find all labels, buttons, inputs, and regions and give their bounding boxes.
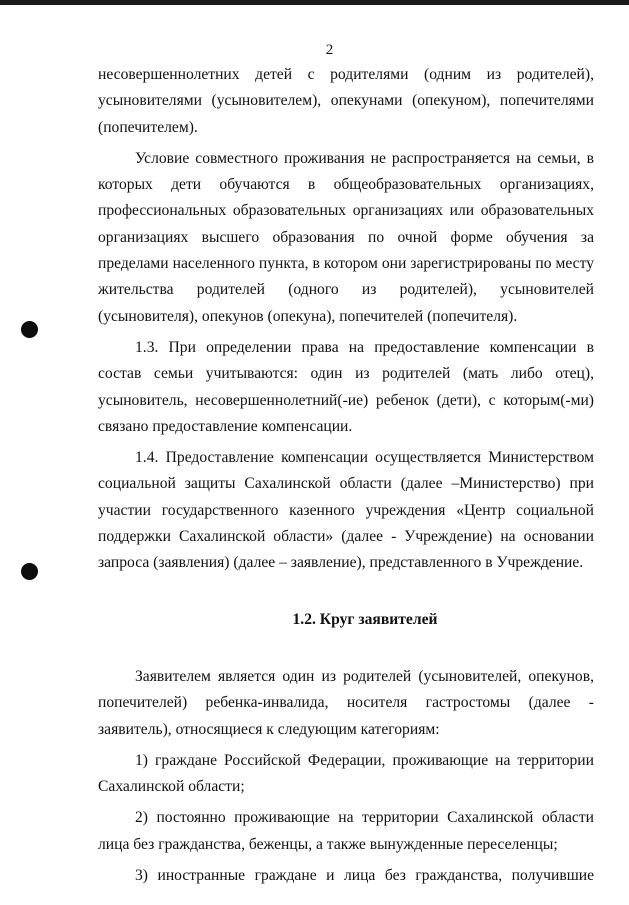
scan-top-edge <box>0 0 629 5</box>
list-item-category-2: 2) постоянно проживающие на территории Сахалинской области лица без гражданства, беженцы, а также вынужденные переселенцы; <box>98 809 594 853</box>
punch-hole-mark <box>21 563 38 580</box>
paragraph-clause-1-3: 1.3. При определении права на предоставление компенсации в состав семьи учитываются: один из родителей (мать либо отец), усыновитель, несовершеннолетний(-ие) ребенок (дети), с которым(-ми) связано предоставление компенсации. <box>98 338 594 435</box>
page-number: 2 <box>325 42 334 58</box>
list-item-category-3: 3) иностранные граждане и лица без гражданства, получившие <box>135 867 594 885</box>
section-heading: 1.2. Круг заявителей <box>292 610 438 628</box>
document-body <box>98 62 594 889</box>
paragraph-applicant-definition: Заявителем является один из родителей (усыновителей, опекунов, попечителей) ребенка-инвалида, носителя гастростомы (далее - заявитель), относящиеся к следующим категориям: <box>98 667 594 738</box>
list-item-category-1: 1) граждане Российской Федерации, проживающие на территории Сахалинской области; <box>98 751 594 796</box>
section-gap <box>98 633 594 664</box>
section-gap <box>98 577 594 607</box>
paragraph-cohabitation-condition: Условие совместного проживания не распространяется на семьи, в которых дети обучаются в общеобразовательных организациях, профессиональных образовательных организациях или образовательных организациях высшего образования по очной форме обучения за пределами населенного пункта, в котором они зарегистрированы по месту жительства родителей (одного из родителей), усыновителей (усыновителя), опекунов (опекуна), попечителей (попечителя). <box>98 149 594 325</box>
paragraph-clause-1-4: 1.4. Предоставление компенсации осуществляется Министерством социальной защиты Сахалинской области (далее –Министерство) при участии государственного казенного учреждения «Центр социальной поддержки Сахалинской области» (далее - Учреждение) на основании запроса (заявления) (далее – заявление), представленного в Учреждение. <box>98 449 594 572</box>
punch-hole-mark <box>21 321 38 338</box>
paragraph-continuation: несовершеннолетних детей с родителями (одним из родителей), усыновителями (усыновителем), опекунами (опекуном), попечителями (попечителем). <box>98 66 594 136</box>
